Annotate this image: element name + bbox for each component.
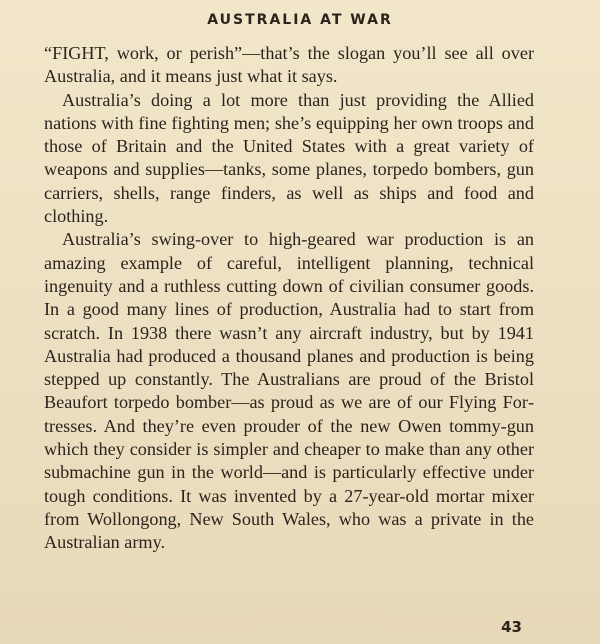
paragraph-supplies: Australia’s doing a lot more than just providing the Allied nations with fine fighting men; she’s equipping her own troops and those of Britain and the United States with a great variety of weapons and supplies—tanks, some planes, torpedo bombers, gun carriers, shells, range finders, as well as ships and food and clothing. [44, 89, 534, 227]
page-number: 43 [501, 618, 522, 636]
paragraph-slogan: “FIGHT, work, or perish”—that’s the slogan you’ll see all over Australia, and it means just what it says. [44, 43, 534, 87]
running-header: AUSTRALIA AT WAR [207, 12, 393, 28]
paragraph-production: Australia’s swing-over to high-geared war production is an amazing example of careful, intelligent planning, technical ingenuity and a ruthless cutting down of civilian consumer goods. In a good many lines of production, Australia had to start from scratch. In 1938 there wasn’t any aircraft industry, but by 1941 Australia had produced a thousand planes and production is being stepped up constantly. The Australians are proud of the Bristol Beaufort torpedo bomber—as proud as we are of our Flying Fortresses. And they’re even prouder of the new Owen tommy-gun which they consider is simpler and cheaper to make than any other submachine gun in the world—and is particularly effective under tough conditions. It was invented by a 27-year-old mortar mixer from Wollongong, New South Wales, who was a private in the Australian army. [44, 229, 534, 553]
body-text [44, 42, 534, 555]
